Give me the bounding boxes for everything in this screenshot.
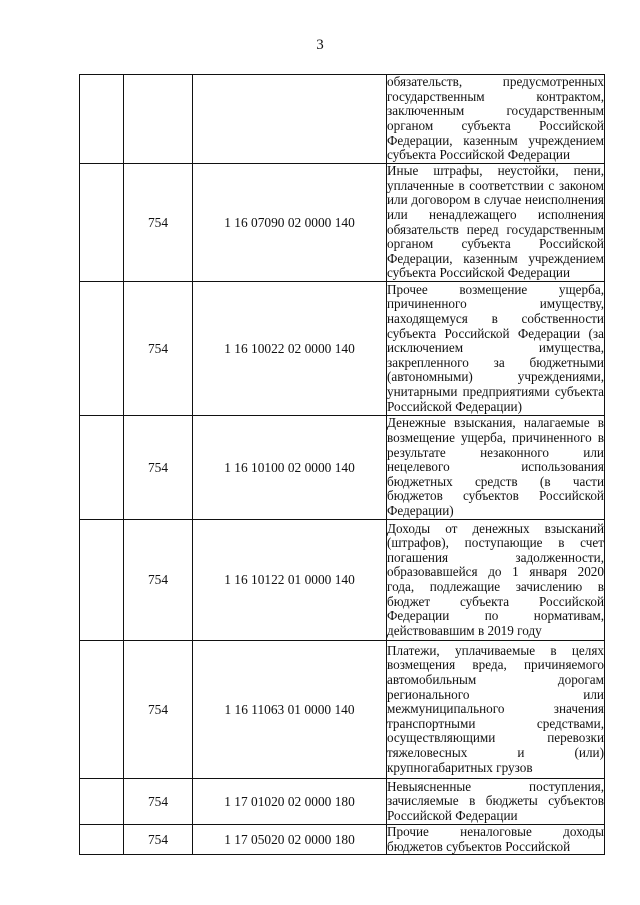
description-text: Невыясненные поступления, зачисляемые в бюджеты субъектов Российской Федерации <box>387 778 604 823</box>
description-text: обязательств, предусмотренных государственным контрактом, заключенным государственным органом субъекта Российской Федерации, казенным учреждением субъекта Российской Федерации <box>387 74 604 163</box>
description-text: Платежи, уплачиваемые в целях возмещения вреда, причиняемого автомобильным дорогам регионального или межмуниципального значения транспортными средствами, осуществляющими перевозки тяжеловесных и (или) крупногабаритных грузов <box>387 642 604 775</box>
table-row <box>80 641 605 779</box>
empty-cell <box>80 282 124 416</box>
description-text: Прочие неналоговые доходы бюджетов субъектов Российской <box>387 824 604 854</box>
admin-code-cell: 754 <box>124 779 193 825</box>
admin-code-cell: 754 <box>124 641 193 779</box>
description-cell <box>387 75 605 164</box>
description-cell <box>387 641 605 779</box>
description-cell <box>387 164 605 282</box>
table-row <box>80 520 605 641</box>
description-text: Иные штрафы, неустойки, пени, уплаченные в соответствии с законом или договором в случае неисполнения или ненадлежащего исполнения обязательств перед государственным органом субъекта Российской Федерации, казенным учреждением субъекта Российской Федерации <box>387 163 604 281</box>
empty-cell <box>80 520 124 641</box>
description-text: Денежные взыскания, налагаемые в возмещение ущерба, причиненного в результате незаконного или нецелевого использования бюджетных средств (в части бюджетов субъектов Российской Федерации) <box>387 415 604 518</box>
description-cell <box>387 779 605 825</box>
admin-code-cell: 754 <box>124 164 193 282</box>
table-row <box>80 75 605 164</box>
revenue-codes-table <box>79 74 605 855</box>
budget-code-cell: 1 17 01020 02 0000 180 <box>193 779 387 825</box>
description-cell <box>387 520 605 641</box>
table-row <box>80 282 605 416</box>
budget-code-cell: 1 16 11063 01 0000 140 <box>193 641 387 779</box>
admin-code-cell: 754 <box>124 520 193 641</box>
admin-code-cell: 754 <box>124 282 193 416</box>
budget-code-cell: 1 16 10122 01 0000 140 <box>193 520 387 641</box>
table-row <box>80 164 605 282</box>
page-number: 3 <box>316 37 324 53</box>
description-cell <box>387 282 605 416</box>
empty-cell <box>80 779 124 825</box>
description-cell <box>387 416 605 520</box>
table-row <box>80 779 605 825</box>
admin-code-cell: 754 <box>124 825 193 855</box>
budget-code-cell: 1 16 07090 02 0000 140 <box>193 164 387 282</box>
budget-code-cell <box>193 75 387 164</box>
empty-cell <box>80 825 124 855</box>
admin-code-cell <box>124 75 193 164</box>
description-text: Прочее возмещение ущерба, причиненного имуществу, находящемуся в собственности субъекта Российской Федерации (за исключением имущества, закрепленного за бюджетными (автономными) учреждениями, унитарными предприятиями субъекта Российской Федерации) <box>387 281 604 414</box>
empty-cell <box>80 75 124 164</box>
budget-code-cell: 1 16 10022 02 0000 140 <box>193 282 387 416</box>
empty-cell <box>80 641 124 779</box>
empty-cell <box>80 416 124 520</box>
empty-cell <box>80 164 124 282</box>
table-row <box>80 416 605 520</box>
budget-code-cell: 1 16 10100 02 0000 140 <box>193 416 387 520</box>
admin-code-cell: 754 <box>124 416 193 520</box>
table-row <box>80 825 605 855</box>
budget-code-cell: 1 17 05020 02 0000 180 <box>193 825 387 855</box>
description-cell <box>387 825 605 855</box>
description-text: Доходы от денежных взысканий (штрафов), поступающие в счет погашения задолженности, образовавшейся до 1 января 2020 года, подлежащие зачислению в бюджет субъекта Российской Федерации по нормативам, действовавшим в 2019 году <box>387 520 604 638</box>
